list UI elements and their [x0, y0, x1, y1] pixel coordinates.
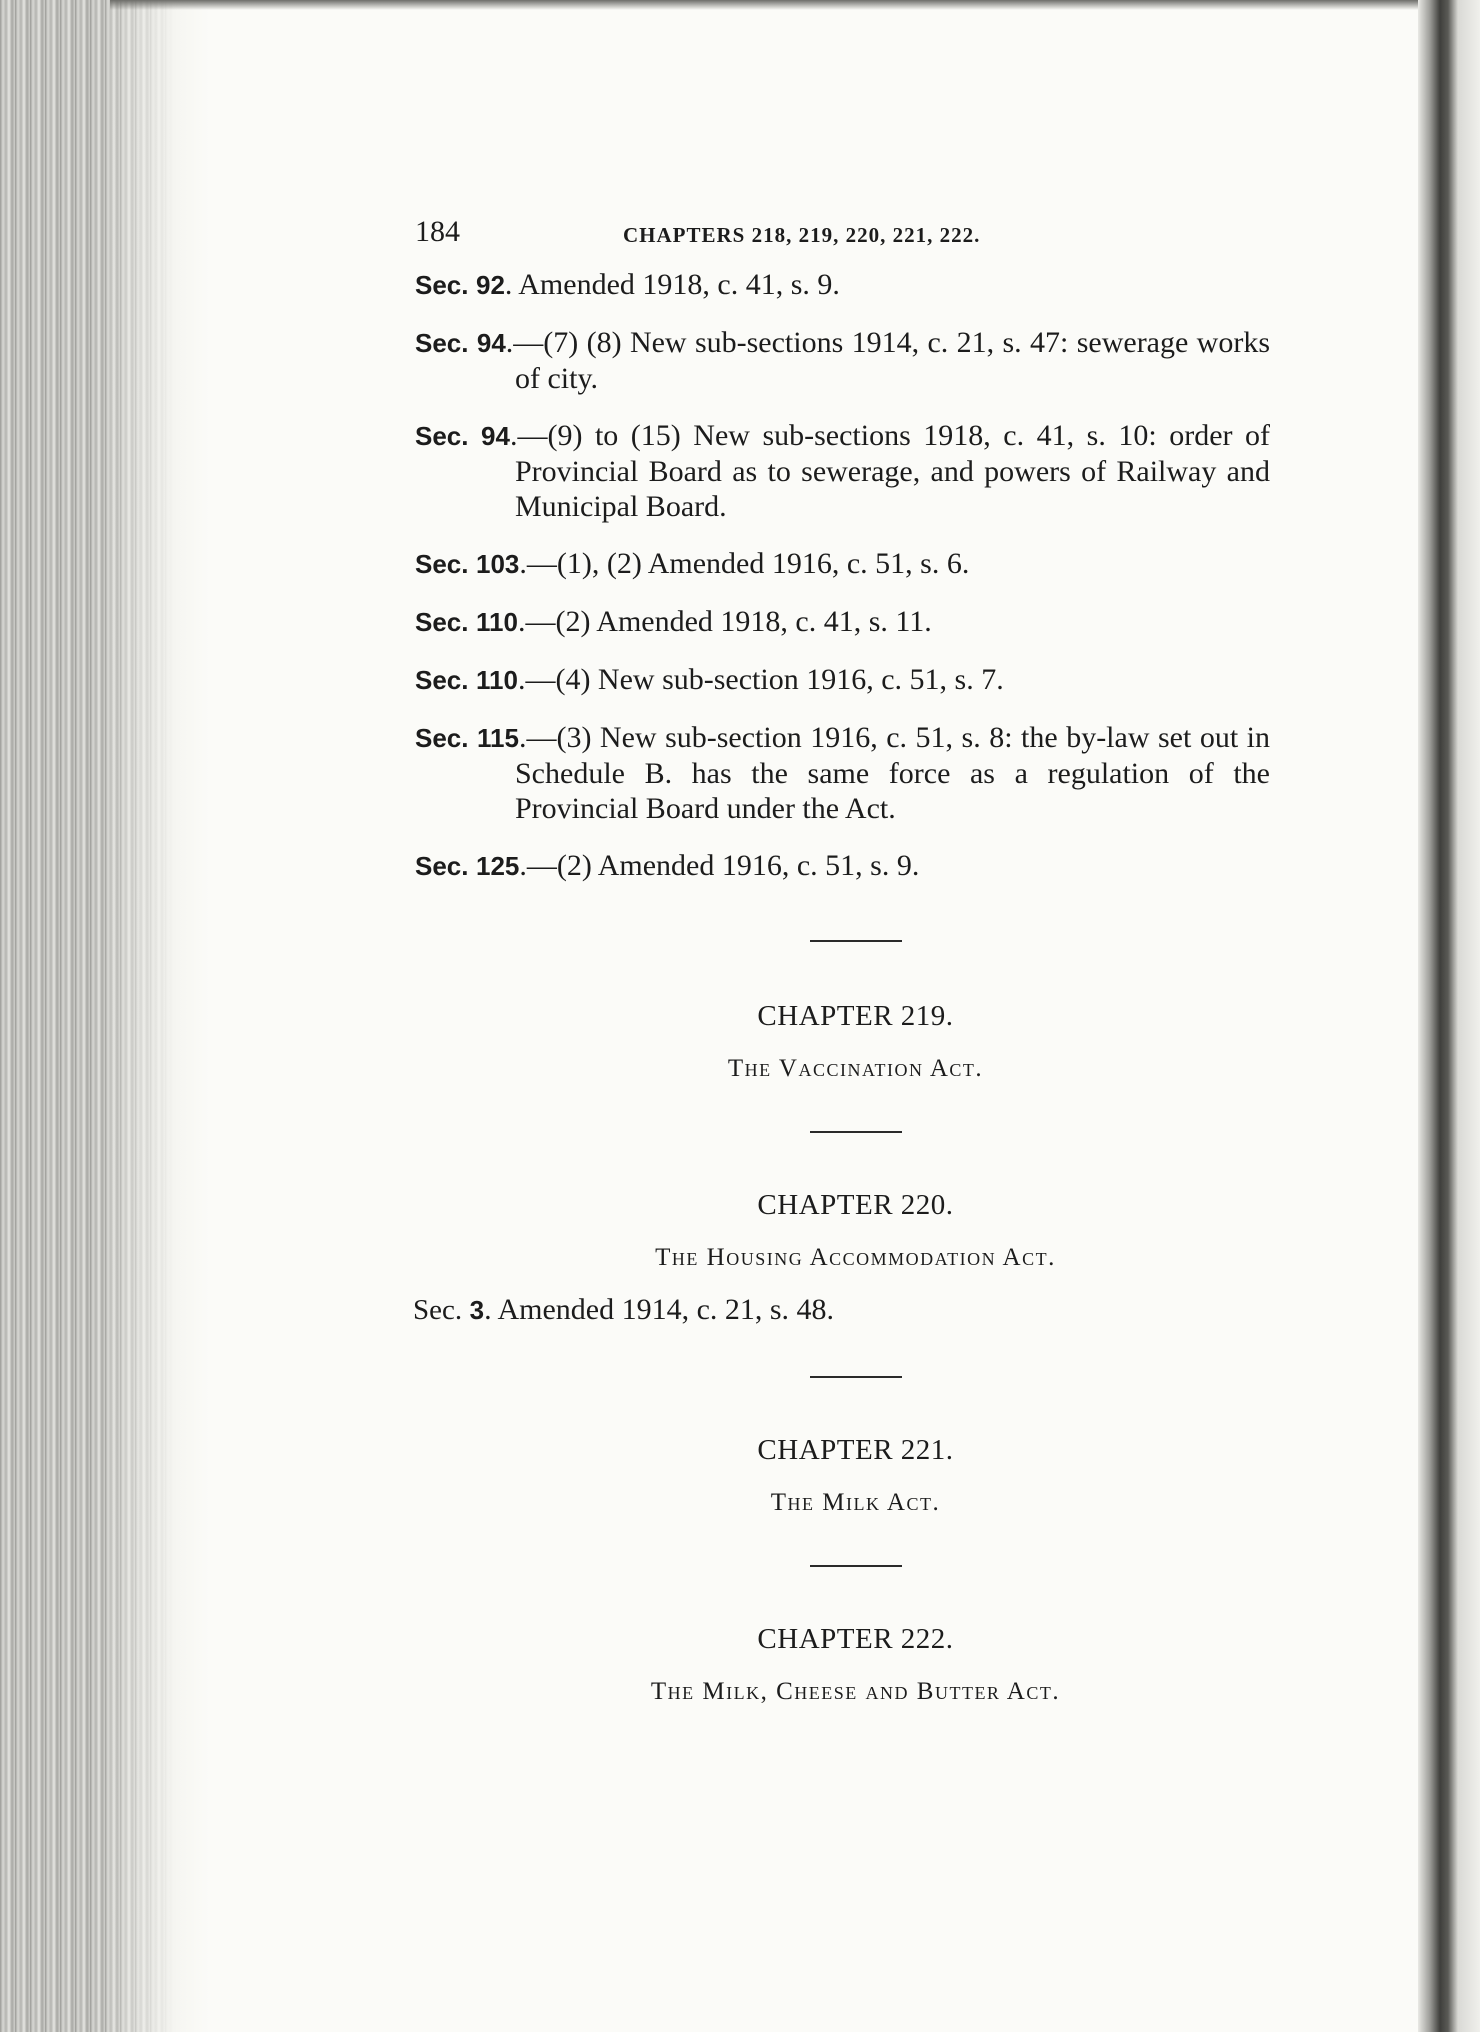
- section-label: Sec.: [415, 607, 469, 637]
- chapter-222: [415, 1623, 1270, 1706]
- chapter-221: [415, 1434, 1270, 1517]
- section-number: 92: [476, 270, 505, 300]
- chapter-218-entries: [415, 267, 1270, 884]
- section-number: 94: [481, 421, 510, 451]
- section-text: .—(4) New sub-section 1916, c. 51, s. 7.: [517, 663, 1004, 696]
- section-entry: [415, 662, 1270, 698]
- section-divider: [810, 1131, 902, 1133]
- section-text: .—(9) to (15) New sub-sections 1918, c. 41, s. 10: order of Provincial Board as to sewerage, and powers of Railway and Municipal Board.: [509, 419, 1271, 523]
- chapter-220: [415, 1189, 1270, 1328]
- section-number: 115: [477, 723, 519, 753]
- section-entry: [413, 1292, 1270, 1328]
- page-content: [415, 215, 1270, 1706]
- running-head: [415, 215, 1270, 265]
- chapter-heading: CHAPTER 221.: [757, 1434, 954, 1466]
- chapter-heading: CHAPTER 220.: [757, 1189, 954, 1221]
- section-number: 125: [476, 851, 520, 881]
- page-number: 184: [415, 215, 460, 248]
- section-divider: [810, 1376, 902, 1378]
- section-entry: [415, 325, 1270, 396]
- section-number: 110: [476, 665, 518, 695]
- section-text: .—(2) Amended 1916, c. 51, s. 9.: [519, 849, 920, 882]
- section-label: Sec.: [413, 1294, 463, 1326]
- section-divider: [810, 1565, 902, 1567]
- section-label: Sec.: [415, 328, 469, 358]
- page-top-shadow: [110, 0, 1420, 10]
- section-label: Sec.: [415, 851, 469, 881]
- book-edge-fade: [100, 0, 210, 2032]
- section-text: .—(3) New sub-section 1916, c. 51, s. 8: the by-law set out in Schedule B. has the same force as a regulation of the Provincial Board under the Act.: [515, 721, 1270, 825]
- section-label: Sec.: [415, 549, 469, 579]
- book-binding-right: [1418, 0, 1480, 2032]
- section-text: . Amended 1918, c. 41, s. 9.: [504, 268, 840, 301]
- running-head-title: CHAPTERS 218, 219, 220, 221, 222.: [623, 223, 981, 247]
- act-title: The Milk, Cheese and Butter Act.: [650, 1678, 1061, 1705]
- section-number: 94: [476, 328, 506, 358]
- section-number: 3: [469, 1295, 485, 1325]
- section-entry: [415, 848, 1270, 884]
- section-entry: [415, 267, 1270, 303]
- section-label: Sec.: [415, 665, 469, 695]
- section-label: Sec.: [415, 421, 469, 451]
- chapter-heading: CHAPTER 222.: [757, 1623, 954, 1655]
- section-text: .—(1), (2) Amended 1916, c. 51, s. 6.: [519, 547, 970, 580]
- section-text: .—(2) Amended 1918, c. 41, s. 11.: [517, 605, 932, 638]
- section-text: .—(7) (8) New sub-sections 1914, c. 21, s. 47: sewerage works of city.: [505, 326, 1271, 395]
- section-number: 103: [476, 549, 520, 579]
- chapter-219: [415, 1000, 1270, 1083]
- section-entry: [415, 546, 1270, 582]
- section-divider: [810, 940, 902, 942]
- section-entry: [415, 604, 1270, 640]
- section-text: . Amended 1914, c. 21, s. 48.: [484, 1293, 835, 1326]
- act-title: The Housing Accommodation Act.: [655, 1244, 1056, 1271]
- section-label: Sec.: [415, 723, 469, 753]
- chapter-heading: CHAPTER 219.: [757, 1000, 954, 1032]
- section-entry: [415, 418, 1270, 524]
- section-entry: [415, 720, 1270, 826]
- section-number: 110: [476, 607, 518, 637]
- section-label: Sec.: [415, 270, 469, 300]
- act-title: The Milk Act.: [770, 1489, 941, 1516]
- act-title: The Vaccination Act.: [727, 1055, 984, 1082]
